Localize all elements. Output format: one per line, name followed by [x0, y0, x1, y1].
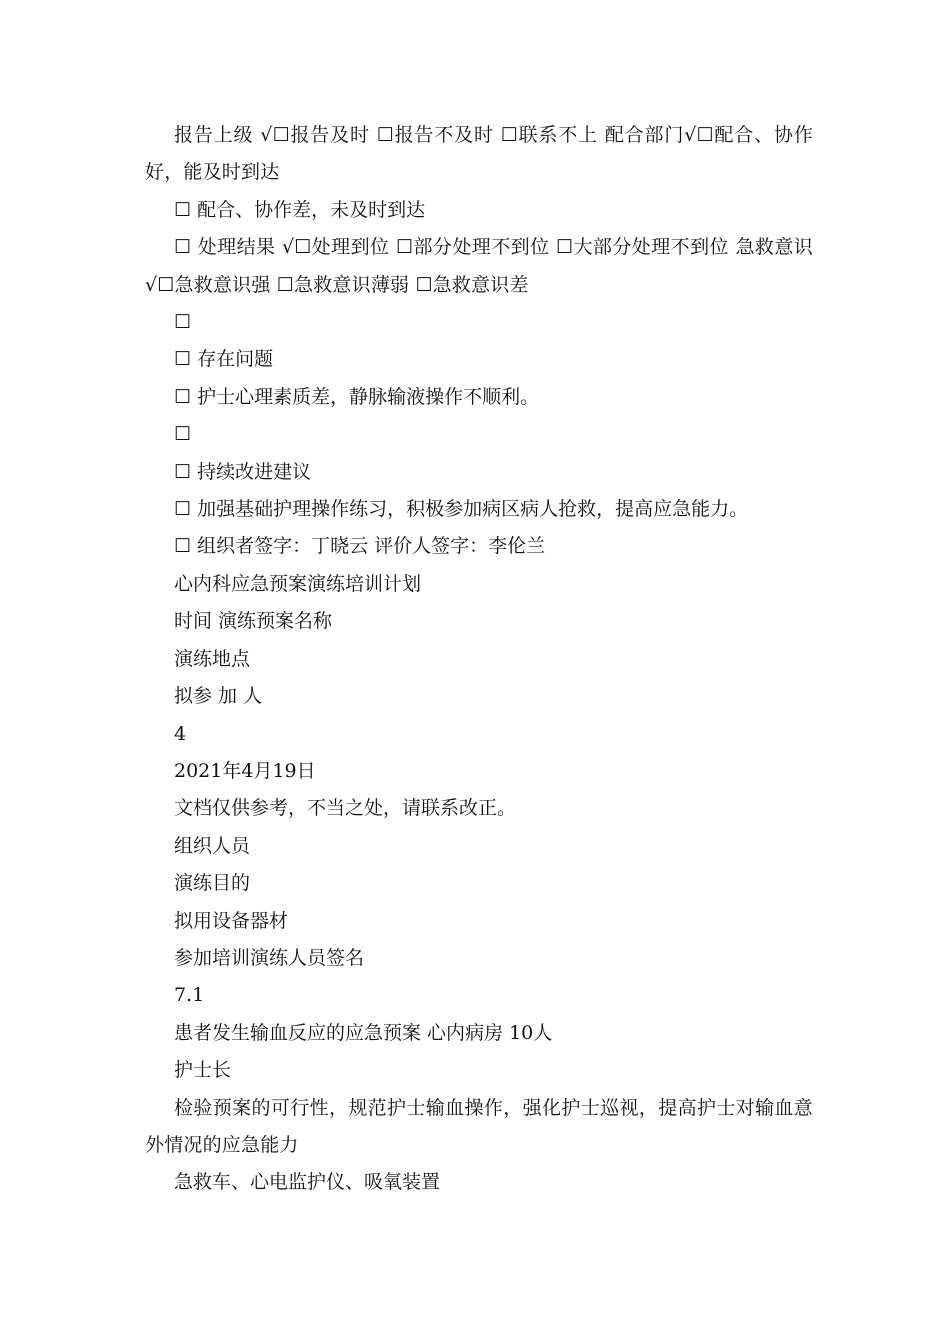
improvement-heading: ☐ 持续改进建议: [174, 460, 312, 483]
existing-problem-text: ☐ 护士心理素质差，静脉输液操作不顺利。: [174, 385, 540, 408]
transfusion-plan-line: 患者发生输血反应的应急预案 心内病房 10人: [174, 1021, 553, 1044]
improvement-text: ☐ 加强基础护理操作练习，积极参加病区病人抢救，提高应急能力。: [174, 498, 749, 521]
drill-purpose-label: 演练目的: [174, 872, 251, 895]
document-body: [145, 117, 813, 1202]
section-number: 7.1: [174, 984, 205, 1007]
time-plan-name-label: 时间 演练预案名称: [174, 610, 333, 633]
equipment-list: 急救车、心电监护仪、吸氧装置: [174, 1171, 441, 1194]
purpose-paragraph: 检验预案的可行性，规范护士输血操作，强化护士巡视，提高护士对输血意外情况的应急能力: [145, 1096, 813, 1156]
training-plan-title: 心内科应急预案演练培训计划: [174, 572, 422, 595]
report-superior-paragraph: 报告上级 √☐报告及时 ☐报告不及时 ☐联系不上 配合部门√☐配合、协作好，能及时到达: [145, 124, 813, 184]
participants-label: 拟参 加 人: [174, 685, 263, 708]
equipment-label: 拟用设备器材: [174, 909, 289, 932]
participant-signature-label: 参加培训演练人员签名: [174, 946, 365, 969]
blank-checkbox-line: ☐: [174, 423, 192, 446]
existing-problem-heading: ☐ 存在问题: [174, 348, 274, 371]
number-value: 4: [174, 722, 187, 745]
organizer-label: 组织人员: [174, 834, 251, 857]
reference-note: 文档仅供参考，不当之处，请联系改正。: [174, 797, 517, 820]
cooperation-poor-line: ☐ 配合、协作差，未及时到达: [174, 198, 426, 221]
blank-checkbox-line: ☐: [174, 311, 192, 334]
date-value: 2021年4月19日: [174, 759, 316, 782]
result-awareness-paragraph: ☐ 处理结果 √☐处理到位 ☐部分处理不到位 ☐大部分处理不到位 急救意识 √☐急救意识强 ☐急救意识薄弱 ☐急救意识差: [145, 236, 813, 296]
drill-location-label: 演练地点: [174, 647, 251, 670]
signature-line: ☐ 组织者签字：丁晓云 评价人签字：李伦兰: [174, 535, 546, 558]
head-nurse-line: 护士长: [174, 1059, 232, 1082]
